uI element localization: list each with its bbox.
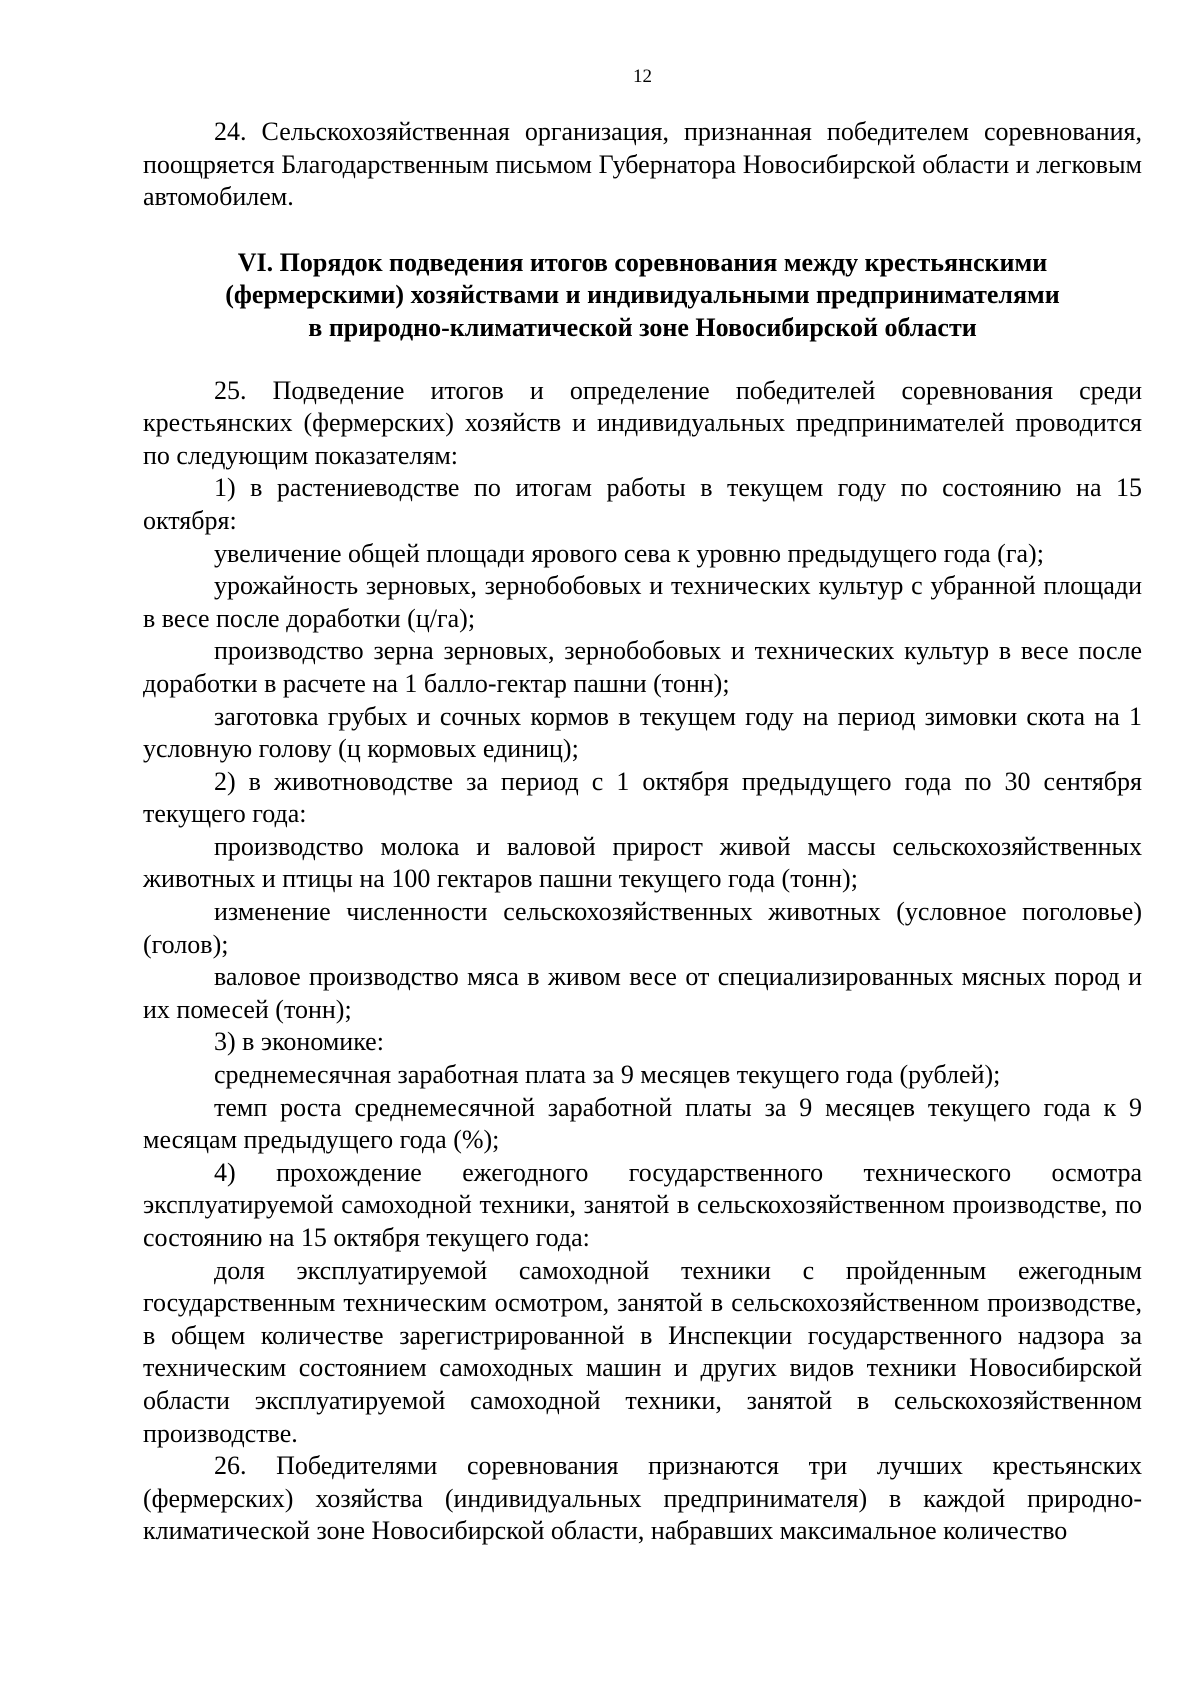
list-item-economy: 3) в экономике:: [214, 1027, 384, 1057]
section-heading-line-2: (фермерскими) хозяйствами и индивидуальными предпринимателями: [225, 280, 1060, 310]
paragraph-24: 24. Сельскохозяйственная организация, признанная победителем соревнования, поощряется Благодарственным письмом Губернатора Новосибирской области и легковым автомобилем.: [143, 117, 1142, 212]
indicator-item: темп роста среднемесячной заработной платы за 9 месяцев текущего года к 9 месяцам предыдущего года (%);: [143, 1092, 1142, 1155]
indicator-item: валовое производство мяса в живом весе от специализированных мясных пород и их помесей (тонн);: [143, 962, 1142, 1024]
document-body: [143, 116, 1142, 1548]
paragraph-26: 26. Победителями соревнования признаются три лучших крестьянских (фермерских) хозяйства (индивидуальных предпринимателя) в каждой природно-климатической зоне Новосибирской области, набравших максимальное количество: [143, 1451, 1142, 1546]
list-item-technical-inspection: 4) прохождение ежегодного государственного технического осмотра эксплуатируемой самоходной техники, занятой в сельскохозяйственном производстве, по состоянию на 15 октября текущего года:: [143, 1157, 1142, 1252]
list-item-crop-production: 1) в растениеводстве по итогам работы в текущем году по состоянию на 15 октября:: [143, 473, 1142, 535]
indicator-item: производство молока и валовой прирост живой массы сельскохозяйственных животных и птицы на 100 гектаров пашни текущего года (тонн);: [143, 831, 1142, 894]
indicator-item: изменение численности сельскохозяйственных животных (условное поголовье) (голов);: [143, 897, 1142, 959]
indicator-item: доля эксплуатируемой самоходной техники с пройденным ежегодным государственным техническим осмотром, занятой в сельскохозяйственном производстве, в общем количестве зарегистрированной в Инспекции государственного надзора за техническим состоянием самоходных машин и других видов техники Новосибирской области эксплуатируемой самоходной техники, занятой в сельскохозяйственном производстве.: [143, 1255, 1142, 1448]
section-heading: [143, 247, 1142, 345]
indicator-item: среднемесячная заработная плата за 9 месяцев текущего года (рублей);: [214, 1060, 1001, 1090]
indicator-item: заготовка грубых и сочных кормов в текущем году на период зимовки скота на 1 условную голову (ц кормовых единиц);: [143, 701, 1142, 764]
section-heading-line-1: VI. Порядок подведения итогов соревнования между крестьянскими: [237, 247, 1048, 277]
indicator-item: производство зерна зерновых, зернобобовых и технических культур в весе после доработки в расчете на 1 балло-гектар пашни (тонн);: [143, 636, 1142, 698]
list-item-livestock: 2) в животноводстве за период с 1 октября предыдущего года по 30 сентября текущего года:: [143, 766, 1142, 829]
indicator-item: урожайность зерновых, зернобобовых и технических культур с убранной площади в весе после доработки (ц/га);: [143, 571, 1142, 633]
section-heading-line-3: в природно-климатической зоне Новосибирской области: [308, 312, 977, 342]
paragraph-25: 25. Подведение итогов и определение победителей соревнования среди крестьянских (фермерских) хозяйств и индивидуальных предпринимателей проводится по следующим показателям:: [143, 375, 1142, 470]
page-number: 12: [633, 66, 652, 87]
indicator-item: увеличение общей площади ярового сева к уровню предыдущего года (га);: [214, 538, 1044, 568]
